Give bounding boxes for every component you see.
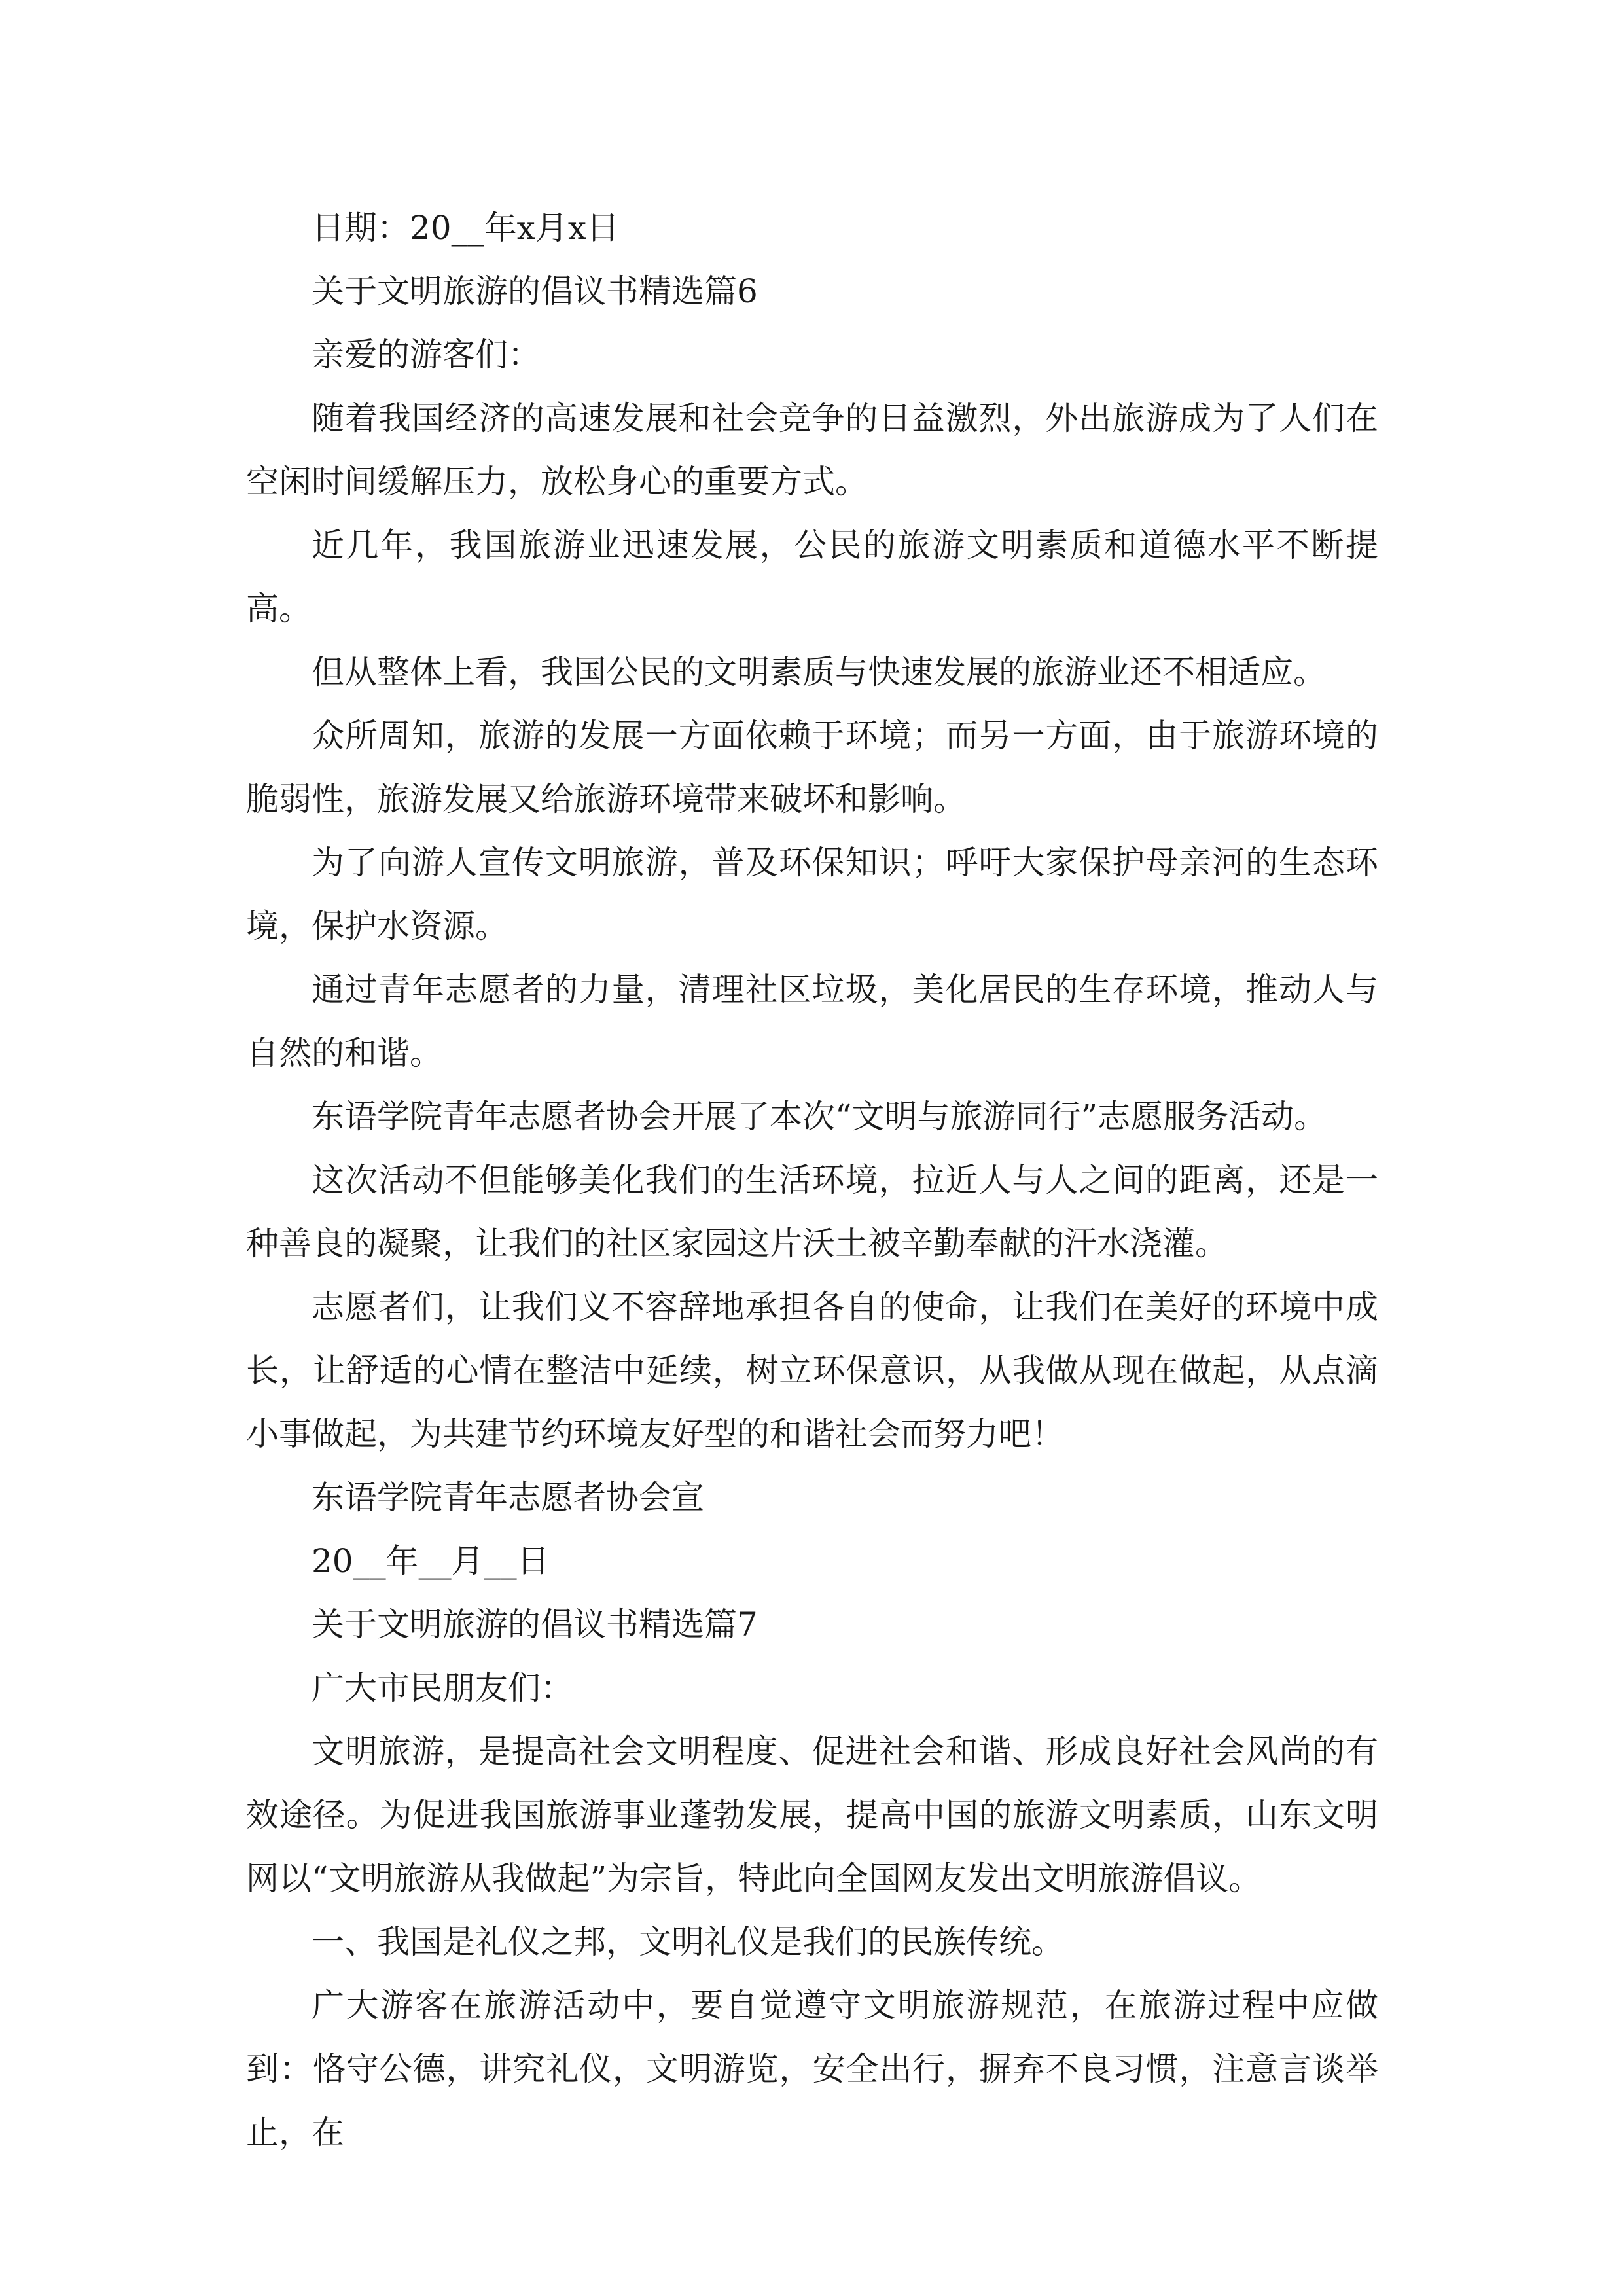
body-paragraph: 为了向游人宣传文明旅游，普及环保知识；呼吁大家保护母亲河的生态环境，保护水资源。 (246, 844, 1378, 945)
body-paragraph: 但从整体上看，我国公民的文明素质与快速发展的旅游业还不相适应。 (312, 653, 1326, 691)
document-body (246, 196, 1378, 2164)
signature-line: 东语学院青年志愿者协会宣 (312, 1479, 704, 1516)
body-paragraph: 广大游客在旅游活动中，要自觉遵守文明旅游规范，在旅游过程中应做到：恪守公德，讲究礼仪，文明游览，安全出行，摒弃不良习惯，注意言谈举止，在 (246, 1986, 1378, 2151)
signature-date: 20__年__月__日 (312, 1542, 550, 1580)
body-paragraph: 众所周知，旅游的发展一方面依赖于环境；而另一方面，由于旅游环境的脆弱性，旅游发展又给旅游环境带来破坏和影响。 (246, 717, 1378, 818)
body-paragraph: 东语学院青年志愿者协会开展了本次“文明与旅游同行”志愿服务活动。 (312, 1098, 1327, 1136)
section-heading-6: 关于文明旅游的倡议书精选篇6 (312, 272, 758, 310)
body-paragraph: 这次活动不但能够美化我们的生活环境，拉近人与人之间的距离，还是一种善良的凝聚，让我们的社区家园这片沃土被辛勤奉献的汗水浇灌。 (246, 1161, 1378, 1263)
salutation: 亲爱的游客们： (312, 336, 541, 374)
date-line: 日期：20__年x月x日 (312, 209, 620, 247)
section-heading-7: 关于文明旅游的倡议书精选篇7 (312, 1605, 758, 1643)
body-paragraph: 一、我国是礼仪之邦，文明礼仪是我们的民族传统。 (312, 1923, 1064, 1961)
body-paragraph: 近几年，我国旅游业迅速发展，公民的旅游文明素质和道德水平不断提高。 (246, 526, 1378, 628)
salutation: 广大市民朋友们： (312, 1669, 573, 1707)
body-paragraph: 志愿者们，让我们义不容辞地承担各自的使命，让我们在美好的环境中成长，让舒适的心情在整洁中延续，树立环保意识，从我做从现在做起，从点滴小事做起，为共建节约环境友好型的和谐社会而努力吧！ (246, 1288, 1378, 1453)
body-paragraph: 随着我国经济的高速发展和社会竞争的日益激烈，外出旅游成为了人们在空闲时间缓解压力，放松身心的重要方式。 (246, 399, 1378, 501)
body-paragraph: 通过青年志愿者的力量，清理社区垃圾，美化居民的生存环境，推动人与自然的和谐。 (246, 971, 1378, 1072)
body-paragraph: 文明旅游，是提高社会文明程度、促进社会和谐、形成良好社会风尚的有效途径。为促进我国旅游事业蓬勃发展，提高中国的旅游文明素质，山东文明网以“文明旅游从我做起”为宗旨，特此向全国网友发出文明旅游倡议。 (246, 1732, 1378, 1897)
